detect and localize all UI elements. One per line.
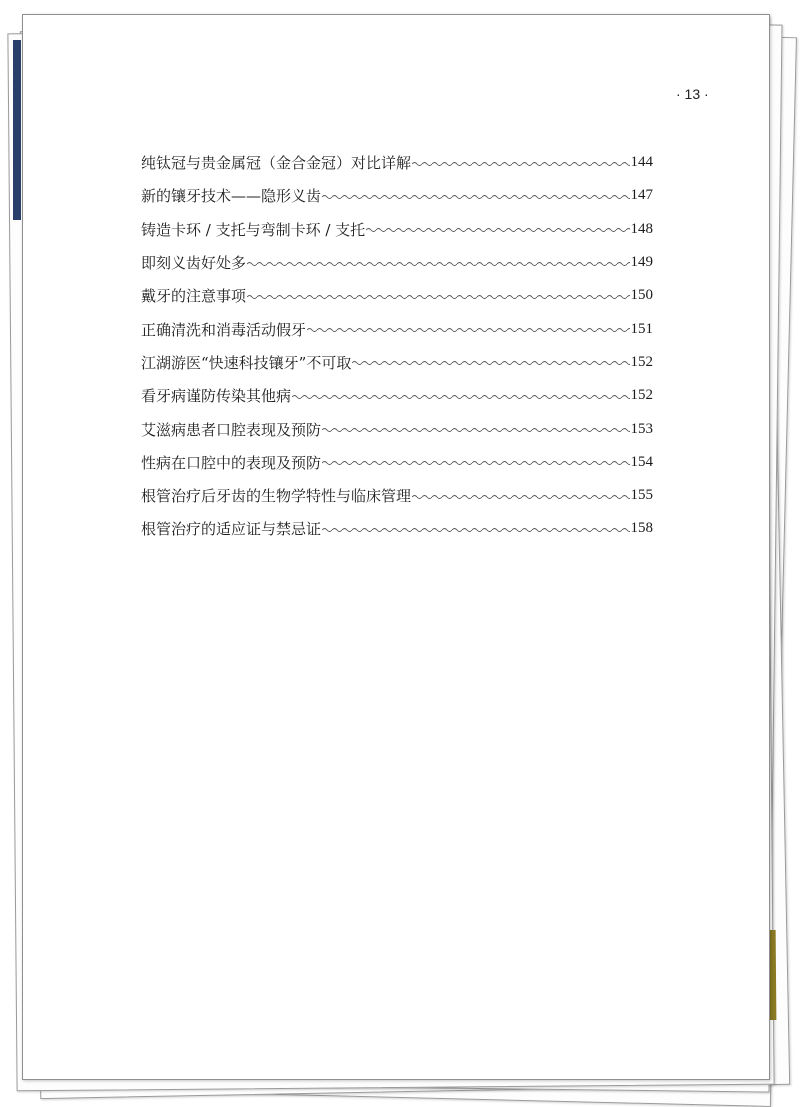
toc-entry-title: 即刻义齿好处多 — [141, 254, 247, 273]
toc-entry[interactable] — [141, 446, 653, 479]
toc-entry-page: 148 — [630, 220, 653, 237]
toc-entry[interactable] — [141, 312, 653, 345]
toc-entry-title: 看牙病谨防传染其他病 — [141, 387, 292, 406]
toc-entry-page: 152 — [630, 387, 653, 404]
toc-leader-wave — [247, 293, 629, 301]
page-number: · 13 · — [676, 86, 709, 102]
toc-entry-page: 150 — [630, 287, 653, 304]
toc-entry-page: 144 — [630, 154, 653, 171]
toc-leader-wave — [322, 459, 629, 467]
toc-entry-page: 149 — [630, 254, 653, 271]
toc-entry[interactable] — [141, 246, 653, 279]
toc-leader-wave — [322, 193, 629, 201]
toc-leader-wave — [322, 426, 629, 434]
toc-entry-title: 江湖游医“快速科技镶牙”不可取 — [141, 353, 352, 372]
toc-leader-wave — [292, 393, 629, 401]
toc-leader-wave — [412, 493, 629, 501]
book-cover-edge-blue — [13, 40, 21, 220]
toc-entry-title: 铸造卡环 / 支托与弯制卡环 / 支托 — [141, 220, 366, 239]
toc-entry-title: 戴牙的注意事项 — [141, 287, 247, 306]
toc-entry-title: 新的镶牙技术——隐形义齿 — [141, 187, 322, 206]
toc-leader-wave — [247, 260, 629, 268]
toc-entry-page: 155 — [630, 487, 653, 504]
toc-entry-title: 性病在口腔中的表现及预防 — [141, 453, 322, 472]
toc-entry[interactable] — [141, 146, 653, 179]
toc-leader-wave — [366, 226, 629, 234]
toc-entry-page: 152 — [630, 353, 653, 370]
toc-leader-wave — [412, 160, 629, 168]
toc-entry-title: 根管治疗的适应证与禁忌证 — [141, 520, 322, 539]
toc-entry-page: 153 — [630, 420, 653, 437]
toc-entry[interactable] — [141, 379, 653, 412]
toc-entry-page: 147 — [630, 187, 653, 204]
toc-entry[interactable] — [141, 346, 653, 379]
toc-entry-page: 151 — [630, 320, 653, 337]
toc-leader-wave — [322, 526, 629, 534]
toc-leader-wave — [307, 326, 629, 334]
toc-entry-page: 158 — [630, 520, 653, 537]
toc-entry[interactable] — [141, 279, 653, 312]
toc-entry-title: 正确清洗和消毒活动假牙 — [141, 320, 307, 339]
toc-entry[interactable] — [141, 179, 653, 212]
toc-entry-title: 艾滋病患者口腔表现及预防 — [141, 420, 322, 439]
toc-entry[interactable] — [141, 213, 653, 246]
toc-entry[interactable] — [141, 479, 653, 512]
table-of-contents — [141, 146, 653, 546]
toc-entry[interactable] — [141, 512, 653, 545]
toc-entry-title: 纯钛冠与贵金属冠（金合金冠）对比详解 — [141, 154, 412, 173]
toc-entry-title: 根管治疗后牙齿的生物学特性与临床管理 — [141, 487, 412, 506]
toc-entry[interactable] — [141, 412, 653, 445]
toc-leader-wave — [352, 359, 629, 367]
toc-entry-page: 154 — [630, 453, 653, 470]
